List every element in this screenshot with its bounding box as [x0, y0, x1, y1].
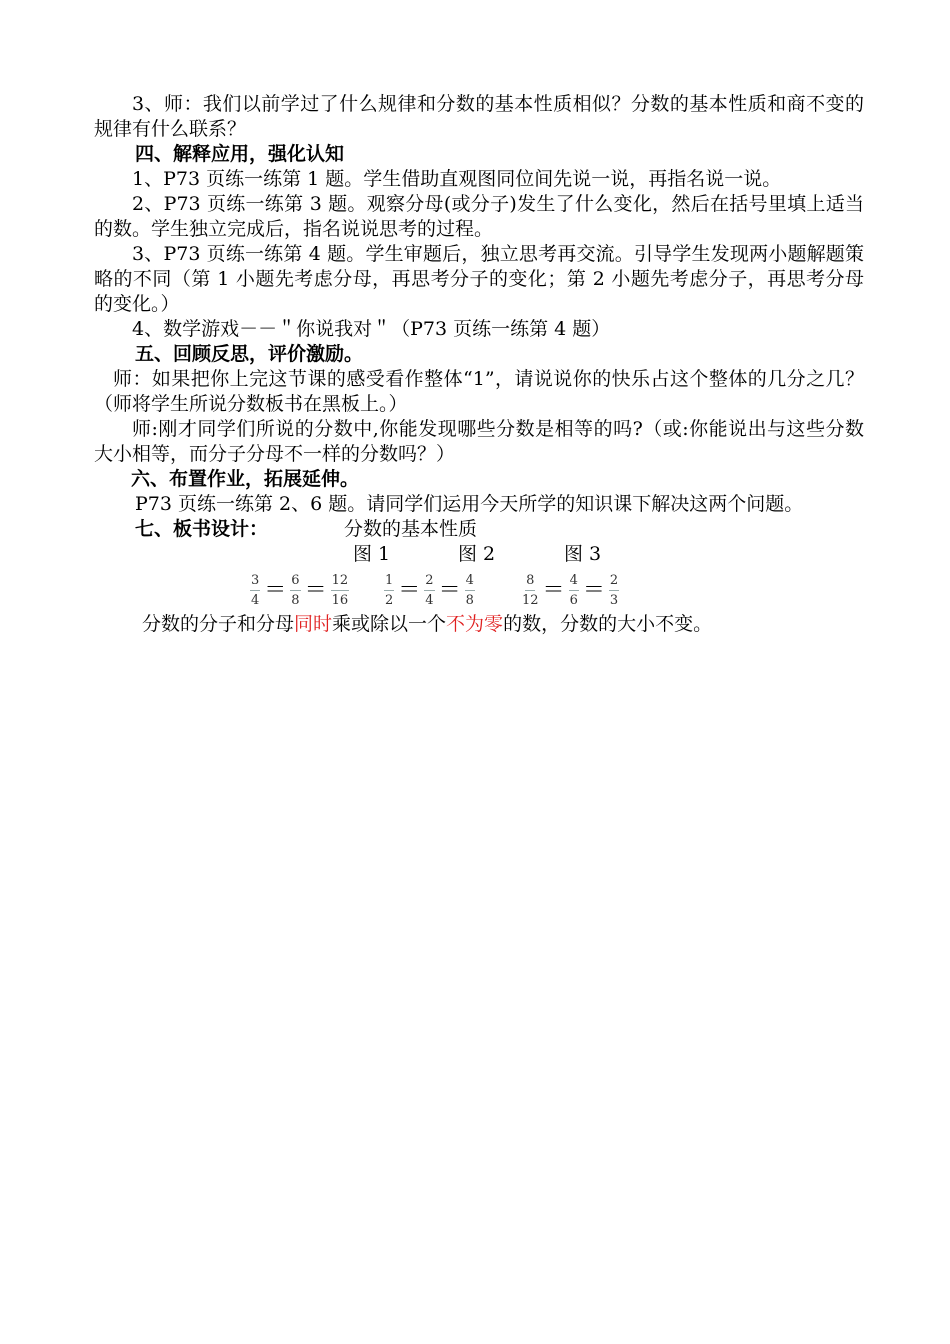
fraction: $\frac{12}{16}$ — [331, 572, 349, 608]
fraction: $\frac{6}{8}$ — [291, 572, 300, 608]
fraction-equations — [94, 570, 864, 610]
fraction: $\frac{4}{6}$ — [569, 572, 578, 608]
property-statement — [94, 612, 864, 637]
paragraph-exercise-1: 1、P73 页练一练第 1 题。学生借助直观图同位间先说一说，再指名说一说。 — [132, 168, 782, 190]
equals-sign: ＝ — [582, 577, 605, 603]
board-title: 分数的基本性质 — [344, 518, 478, 540]
paragraph-teacher-question-1: 师：如果把你上完这节课的感受看作整体“1”，请说说你的快乐占这个整体的几分之几？（师将学生所说分数板书在黑板上。） — [94, 368, 864, 415]
equals-sign: ＝ — [304, 577, 327, 603]
fraction: $\frac{1}{2}$ — [385, 572, 394, 608]
figure-labels — [94, 542, 864, 567]
paragraph-math-game: 4、数学游戏－－＂你说我对＂（P73 页练一练第 4 题） — [132, 318, 611, 340]
paragraph-homework: P73 页练一练第 2、6 题。请同学们运用今天所学的知识课下解决这两个问题。 — [135, 493, 804, 515]
paragraph-exercise-3: 2、P73 页练一练第 3 题。观察分母(或分子)发生了什么变化，然后在括号里填上适当的数。学生独立完成后，指名说说思考的过程。 — [94, 193, 864, 240]
paragraph-relation-question: 3、师：我们以前学过了什么规律和分数的基本性质相似？分数的基本性质和商不变的规律有什么联系？ — [94, 93, 864, 140]
rule-text-1: 分数的分子和分母 — [142, 613, 295, 635]
fraction-group-2 — [382, 570, 477, 610]
heading-section-7: 七、板书设计： — [135, 518, 269, 540]
equals-sign: ＝ — [542, 577, 565, 603]
heading-section-5: 五、回顾反思，评价激励。 — [135, 343, 364, 365]
fraction: $\frac{8}{12}$ — [522, 572, 539, 608]
equals-sign: ＝ — [398, 577, 421, 603]
fraction: $\frac{4}{8}$ — [465, 572, 474, 608]
fraction-group-1 — [248, 570, 351, 610]
equals-sign: ＝ — [264, 577, 287, 603]
heading-section-6: 六、布置作业，拓展延伸。 — [131, 468, 360, 490]
equals-sign: ＝ — [438, 577, 461, 603]
rule-highlight-nonzero: 不为零 — [446, 613, 504, 635]
rule-text-3: 的数，分数的大小不变。 — [503, 613, 713, 635]
fraction-group-3 — [520, 570, 621, 610]
rule-highlight-simultaneously: 同时 — [294, 613, 333, 635]
paragraph-teacher-question-2: 师:刚才同学们所说的分数中,你能发现哪些分数是相等的吗?（或:你能说出与这些分数大小相等，而分子分母不一样的分数吗？） — [94, 418, 864, 465]
figure-label-1: 图 1 — [353, 543, 391, 565]
fraction: $\frac{2}{4}$ — [425, 572, 434, 608]
paragraph-exercise-4: 3、P73 页练一练第 4 题。学生审题后，独立思考再交流。引导学生发现两小题解题策略的不同（第 1 小题先考虑分母，再思考分子的变化；第 2 小题先考虑分子，再思考分母的变化。） — [94, 243, 864, 315]
fraction: $\frac{3}{4}$ — [251, 572, 260, 608]
figure-label-3: 图 3 — [564, 543, 602, 565]
figure-label-2: 图 2 — [458, 543, 496, 565]
board-design-row — [94, 517, 864, 542]
document-page — [94, 92, 864, 637]
heading-section-4: 四、解释应用，强化认知 — [135, 143, 345, 165]
rule-text-2: 乘或除以一个 — [332, 613, 447, 635]
fraction: $\frac{2}{3}$ — [609, 572, 619, 608]
